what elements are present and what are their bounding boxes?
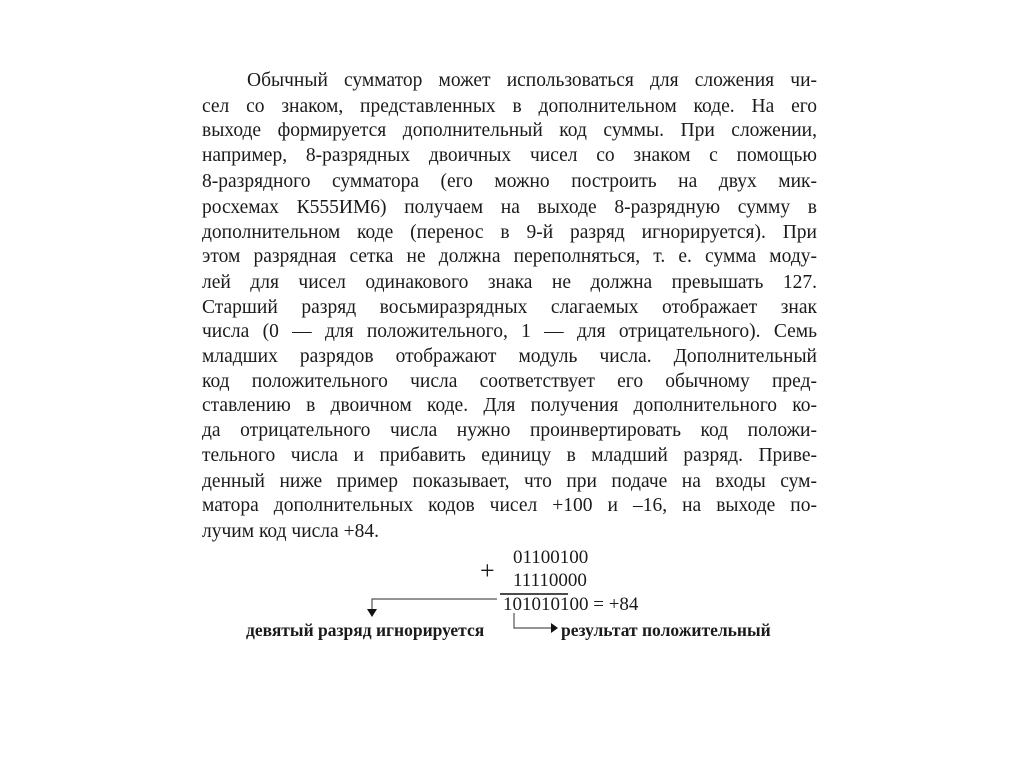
plus-sign: + [480,556,495,585]
arrow-down-icon [367,609,377,617]
text-line: матора дополнительных кодов чисел +100 и –16, на выходе по- [202,495,817,516]
text-line: Старший разряд восьмиразрядных слагаемых отображает знак [202,297,817,318]
text-line: да отрицательного числа нужно проинвертировать код положи- [202,420,817,441]
text-line: сел со знаком, представленных в дополнительном коде. На его [202,96,817,117]
sign-arrow-line [514,613,552,628]
result-positive-label: результат положительный [561,620,771,640]
text-line: росхемах К555ИМ6) получаем на выходе 8-разрядную сумму в [202,197,817,218]
carry-arrow-line [372,599,497,611]
addend-2: 11110000 [513,570,587,591]
text-line: тельного числа и прибавить единицу в младший разряд. Приве- [202,445,817,466]
arrow-right-icon [551,623,558,633]
text-line: Обычный сумматор может использоваться для сложения чи- [247,70,817,91]
text-line: например, 8-разрядных двоичных чисел со знаком с помощью [202,145,817,166]
ninth-bit-ignored-label: девятый разряд игнорируется [246,620,485,640]
addend-1: 01100100 [513,547,589,568]
text-line: лучим код числа +84. [202,521,379,542]
text-line: денный ниже пример показывает, что при подаче на входы сум- [202,471,817,492]
text-line: младших разрядов отображают модуль числа. Дополнительный [202,346,817,367]
text-line: ставлению в двоичном коде. Для получения дополнительного ко- [202,395,817,416]
text-line: лей для чисел одинакового знака не должна превышать 127. [202,272,817,293]
text-line: числа (0 — для положительного, 1 — для отрицательного). Семь [202,321,817,342]
text-line: этом разрядная сетка не должна переполняться, т. е. сумма моду- [202,246,817,267]
sum-result: 101010100 = +84 [503,594,639,615]
text-line: дополнительном коде (перенос в 9-й разряд игнорируется). При [202,222,817,243]
text-line: 8-разрядного сумматора (его можно построить на двух мик- [202,171,817,192]
text-line: выходе формируется дополнительный код суммы. При сложении, [202,120,817,141]
text-line: код положительного числа соответствует его обычному пред- [202,371,817,392]
